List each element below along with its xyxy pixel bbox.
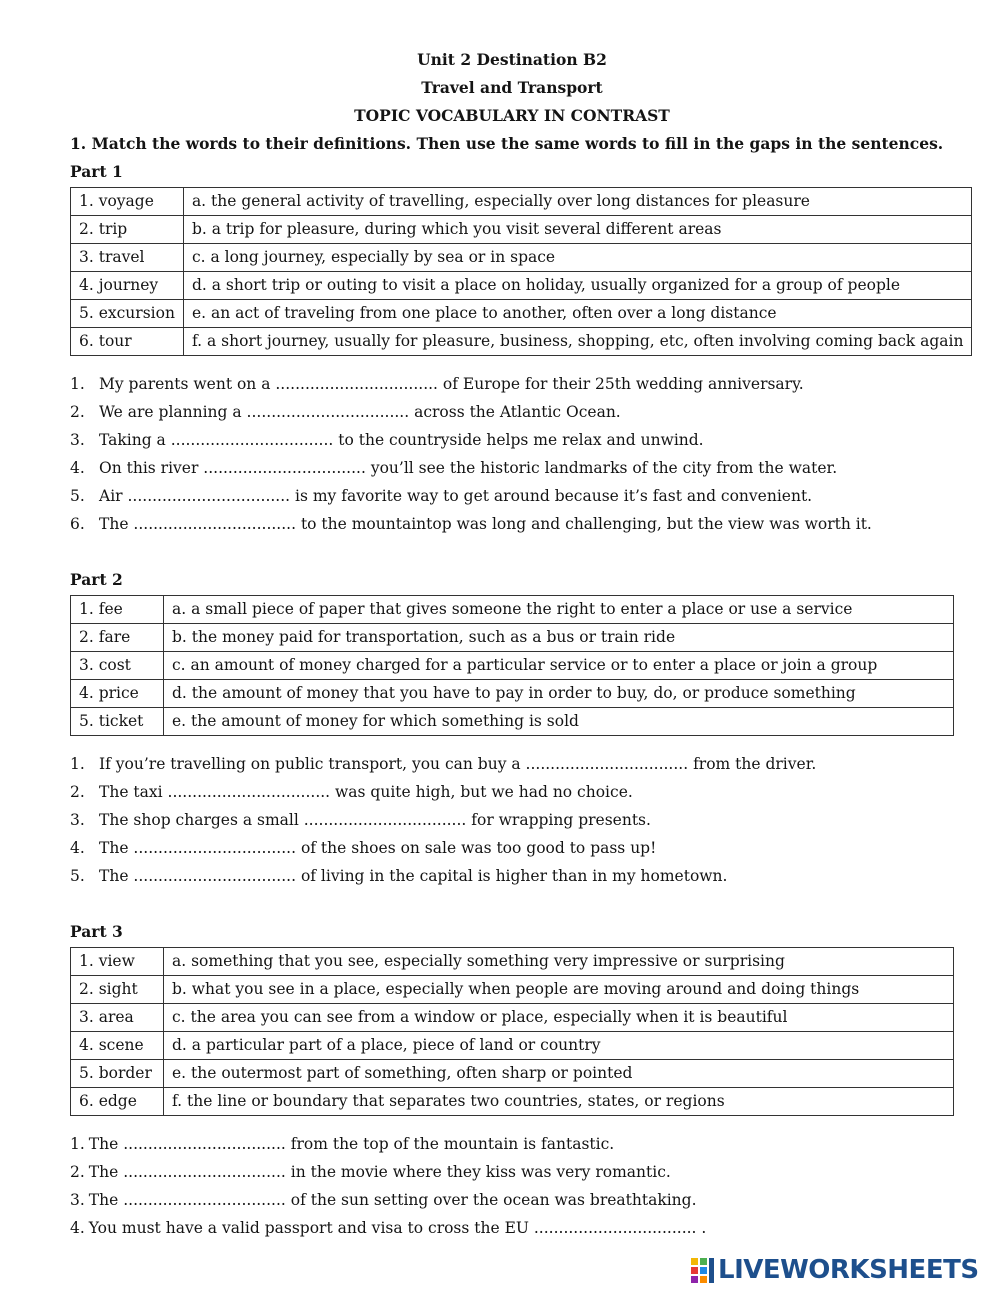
list-item [70, 862, 816, 890]
gap-sentence[interactable]: The ................................. from the top of the mountain is fantastic. [88, 1135, 615, 1153]
vocab-definition: a. something that you see, especially something very impressive or surprising [164, 948, 954, 976]
exercise-instruction: 1. Match the words to their definitions. Then use the same words to fill in the gaps in the sentences. [70, 134, 944, 153]
table-row [71, 948, 954, 976]
list-item [70, 510, 872, 538]
part2-title: Part 2 [70, 570, 123, 589]
vocab-word: 1. view [71, 948, 164, 976]
table-row [71, 708, 954, 736]
vocab-definition: c. the area you can see from a window or place, especially when it is beautiful [164, 1004, 954, 1032]
vocab-definition: d. a particular part of a place, piece of land or country [164, 1032, 954, 1060]
part3-title: Part 3 [70, 922, 123, 941]
vocab-word: 4. scene [71, 1032, 164, 1060]
vocab-definition: f. the line or boundary that separates two countries, states, or regions [164, 1088, 954, 1116]
vocab-definition: b. the money paid for transportation, such as a bus or train ride [164, 624, 954, 652]
vocab-definition: b. what you see in a place, especially when people are moving around and doing things [164, 976, 954, 1004]
worksheet-subtitle: Travel and Transport [421, 78, 603, 97]
list-item [70, 1130, 706, 1158]
gap-sentence[interactable]: The shop charges a small ................................. for wrapping presents. [99, 811, 651, 829]
sentence-number: 3. [70, 811, 85, 829]
vocab-definition: c. an amount of money charged for a particular service or to enter a place or join a group [164, 652, 954, 680]
sentence-number: 2. [70, 403, 85, 421]
table-row [71, 976, 954, 1004]
gap-sentence[interactable]: The ................................. to the mountaintop was long and challenging, but the view was worth it. [99, 515, 872, 533]
vocab-word: 1. voyage [71, 188, 184, 216]
list-item [70, 398, 872, 426]
vocab-word: 1. fee [71, 596, 164, 624]
vocab-word: 3. area [71, 1004, 164, 1032]
table-row [71, 1032, 954, 1060]
table-row [71, 652, 954, 680]
list-item [70, 806, 816, 834]
table-row [71, 244, 972, 272]
part3-sentences [70, 1130, 706, 1242]
list-item [70, 1158, 706, 1186]
logo-text: LIVEWORKSHEETS [718, 1255, 979, 1285]
sentence-number: 5. [70, 487, 85, 505]
vocab-definition: d. a short trip or outing to visit a place on holiday, usually organized for a group of people [183, 272, 972, 300]
table-row [71, 1004, 954, 1032]
part2-vocab-table [70, 595, 954, 736]
vocab-word: 2. trip [71, 216, 184, 244]
vocab-definition: e. the amount of money for which something is sold [164, 708, 954, 736]
vocab-definition: e. an act of traveling from one place to another, often over a long distance [183, 300, 972, 328]
table-row [71, 300, 972, 328]
vocab-word: 2. fare [71, 624, 164, 652]
gap-sentence[interactable]: The taxi ................................. was quite high, but we had no choice. [99, 783, 633, 801]
list-item [70, 1214, 706, 1242]
list-item [70, 834, 816, 862]
list-item [70, 454, 872, 482]
part3-vocab-table [70, 947, 954, 1116]
table-row [71, 680, 954, 708]
topic-heading: TOPIC VOCABULARY IN CONTRAST [354, 106, 670, 125]
gap-sentence[interactable]: We are planning a ................................. across the Atlantic Ocean. [99, 403, 621, 421]
gap-sentence[interactable]: The ................................. of the shoes on sale was too good to pass up! [99, 839, 657, 857]
sentence-number: 4. [70, 839, 85, 857]
vocab-word: 5. border [71, 1060, 164, 1088]
sentence-number: 1. [70, 755, 85, 773]
sentence-number: 6. [70, 515, 85, 533]
gap-sentence[interactable]: My parents went on a ................................. of Europe for their 25th wedding anniversary. [99, 375, 804, 393]
vocab-definition: d. the amount of money that you have to pay in order to buy, do, or produce something [164, 680, 954, 708]
worksheet-title: Unit 2 Destination B2 [417, 50, 607, 69]
vocab-definition: e. the outermost part of something, often sharp or pointed [164, 1060, 954, 1088]
vocab-word: 4. journey [71, 272, 184, 300]
sentence-number: 4. [70, 1219, 85, 1237]
vocab-word: 6. edge [71, 1088, 164, 1116]
list-item [70, 426, 872, 454]
list-item [70, 750, 816, 778]
part1-title: Part 1 [70, 162, 123, 181]
vocab-word: 3. travel [71, 244, 184, 272]
sentence-number: 1. [70, 1135, 85, 1153]
sentence-number: 3. [70, 431, 85, 449]
gap-sentence[interactable]: On this river ................................. you’ll see the historic landmarks of the city from the water. [99, 459, 838, 477]
vocab-definition: c. a long journey, especially by sea or in space [183, 244, 972, 272]
gap-sentence[interactable]: You must have a valid passport and visa to cross the EU ................................. . [88, 1219, 707, 1237]
table-row [71, 1060, 954, 1088]
vocab-definition: b. a trip for pleasure, during which you visit several different areas [183, 216, 972, 244]
vocab-word: 4. price [71, 680, 164, 708]
list-item [70, 482, 872, 510]
list-item [70, 778, 816, 806]
part1-sentences [70, 370, 872, 538]
table-row [71, 596, 954, 624]
table-row [71, 216, 972, 244]
vocab-word: 5. excursion [71, 300, 184, 328]
gap-sentence[interactable]: If you’re travelling on public transport, you can buy a ................................. from the driver. [99, 755, 817, 773]
table-row [71, 624, 954, 652]
gap-sentence[interactable]: Taking a ................................. to the countryside helps me relax and unwind. [99, 431, 704, 449]
gap-sentence[interactable]: The ................................. of the sun setting over the ocean was breathtaking. [88, 1191, 697, 1209]
vocab-word: 3. cost [71, 652, 164, 680]
sentence-number: 4. [70, 459, 85, 477]
part2-sentences [70, 750, 816, 890]
liveworksheets-logo [690, 1254, 990, 1286]
vocab-word: 6. tour [71, 328, 184, 356]
vocab-definition: a. a small piece of paper that gives someone the right to enter a place or use a service [164, 596, 954, 624]
table-row [71, 1088, 954, 1116]
sentence-number: 1. [70, 375, 85, 393]
table-row [71, 188, 972, 216]
vocab-word: 5. ticket [71, 708, 164, 736]
sentence-number: 2. [70, 783, 85, 801]
gap-sentence[interactable]: The ................................. in the movie where they kiss was very romantic. [88, 1163, 671, 1181]
gap-sentence[interactable]: The ................................. of living in the capital is higher than in my hometown. [99, 867, 728, 885]
vocab-definition: f. a short journey, usually for pleasure, business, shopping, etc, often involving coming back again [183, 328, 972, 356]
vocab-word: 2. sight [71, 976, 164, 1004]
gap-sentence[interactable]: Air ................................. is my favorite way to get around because it’s fast and convenient. [99, 487, 813, 505]
sentence-number: 5. [70, 867, 85, 885]
logo-blocks-icon [690, 1256, 716, 1286]
sentence-number: 2. [70, 1163, 85, 1181]
part1-vocab-table [70, 187, 972, 356]
list-item [70, 1186, 706, 1214]
table-row [71, 328, 972, 356]
vocab-definition: a. the general activity of travelling, especially over long distances for pleasure [183, 188, 972, 216]
table-row [71, 272, 972, 300]
list-item [70, 370, 872, 398]
sentence-number: 3. [70, 1191, 85, 1209]
